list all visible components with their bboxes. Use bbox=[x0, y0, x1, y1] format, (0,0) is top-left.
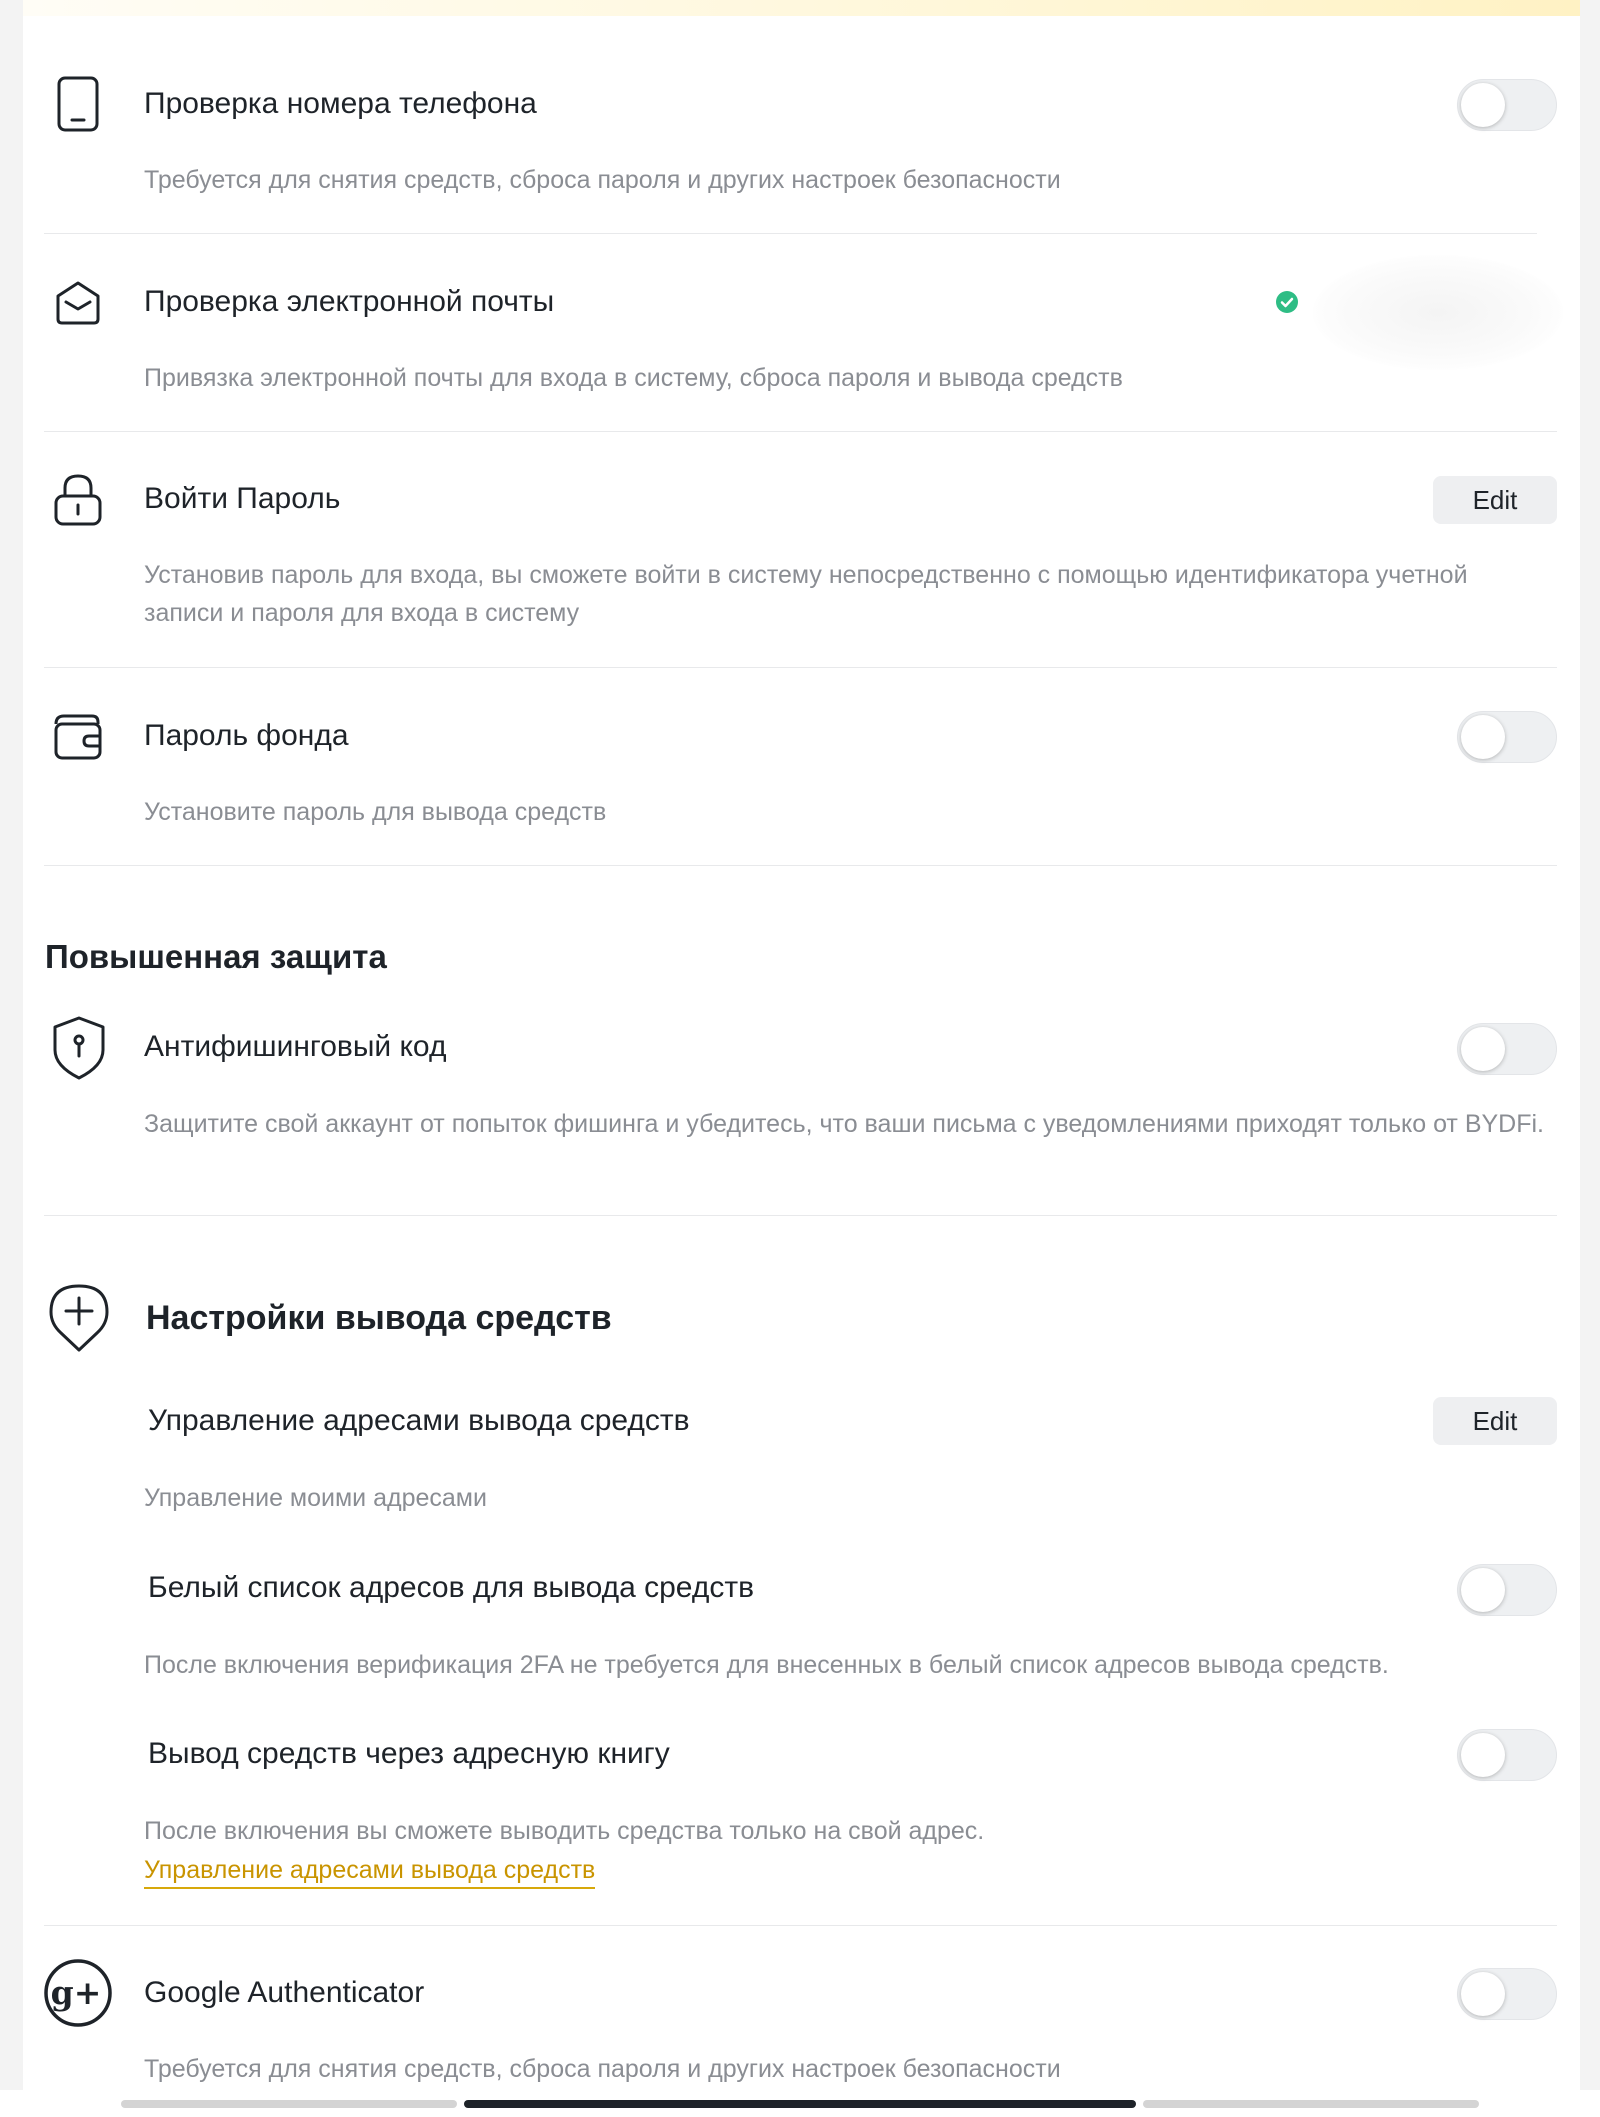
toggle-knob bbox=[1461, 83, 1505, 127]
login-password-title: Войти Пароль bbox=[144, 482, 341, 515]
phone-verification-description: Требуется для снятия средств, сброса пароля и других настроек безопасности bbox=[144, 166, 1061, 194]
svg-text:g+: g+ bbox=[50, 1973, 102, 2012]
wallet-icon bbox=[51, 710, 105, 764]
lock-icon bbox=[52, 472, 104, 528]
login-password-edit-button[interactable]: Edit bbox=[1433, 476, 1557, 524]
scroll-track-left bbox=[121, 2100, 457, 2108]
email-icon bbox=[52, 278, 104, 328]
horizontal-scrollbar-thumb[interactable] bbox=[464, 2100, 1136, 2108]
toggle-knob bbox=[1461, 715, 1505, 759]
masked-email-blur bbox=[1313, 255, 1563, 370]
divider bbox=[44, 431, 1557, 432]
address-book-toggle[interactable] bbox=[1457, 1729, 1557, 1781]
whitelist-title: Белый список адресов для вывода средств bbox=[148, 1571, 755, 1604]
google-authenticator-title: Google Authenticator bbox=[144, 1976, 425, 2009]
phone-icon bbox=[53, 75, 103, 133]
fund-password-description: Установите пароль для вывода средств bbox=[144, 798, 607, 826]
address-management-edit-button[interactable]: Edit bbox=[1433, 1397, 1557, 1445]
divider bbox=[44, 667, 1557, 668]
address-book-title: Вывод средств через адресную книгу bbox=[148, 1737, 670, 1770]
phone-verification-toggle[interactable] bbox=[1457, 79, 1557, 131]
toggle-knob bbox=[1461, 1568, 1505, 1612]
divider bbox=[44, 1925, 1557, 1926]
check-circle-icon bbox=[1275, 290, 1299, 314]
scroll-track-right bbox=[1143, 2100, 1479, 2108]
anti-phishing-toggle[interactable] bbox=[1457, 1023, 1557, 1075]
address-management-link[interactable]: Управление адресами вывода средств bbox=[144, 1853, 595, 1889]
address-book-description: После включения вы сможете выводить средства только на свой адрес. bbox=[144, 1817, 985, 1845]
advanced-protection-heading: Повышенная защита bbox=[45, 938, 387, 975]
bottom-scrollbar-area bbox=[0, 2090, 1600, 2117]
top-banner-strip bbox=[23, 0, 1580, 16]
fund-password-toggle[interactable] bbox=[1457, 711, 1557, 763]
toggle-knob bbox=[1461, 1733, 1505, 1777]
anti-phishing-description: Защитите свой аккаунт от попыток фишинга и убедитесь, что ваши письма с уведомлениями приходят только от BYDFi. bbox=[144, 1110, 1544, 1138]
divider bbox=[44, 865, 1557, 866]
anti-phishing-title: Антифишинговый код bbox=[144, 1030, 447, 1063]
location-plus-icon bbox=[47, 1282, 111, 1354]
email-verification-title: Проверка электронной почты bbox=[144, 285, 555, 318]
withdrawal-settings-heading: Настройки вывода средств bbox=[146, 1299, 612, 1337]
address-management-description: Управление моими адресами bbox=[144, 1484, 487, 1512]
google-plus-icon bbox=[43, 1958, 113, 2028]
email-verification-description: Привязка электронной почты для входа в систему, сброса пароля и вывода средств bbox=[144, 364, 1123, 392]
security-settings-panel bbox=[23, 0, 1580, 2090]
login-password-description: Установив пароль для входа, вы сможете войти в систему непосредственно с помощью идентификатора учетной записи и пароля для входа в систему bbox=[144, 561, 1468, 627]
address-management-title: Управление адресами вывода средств bbox=[148, 1404, 690, 1437]
google-authenticator-toggle[interactable] bbox=[1457, 1968, 1557, 2020]
google-authenticator-description: Требуется для снятия средств, сброса пароля и других настроек безопасности bbox=[144, 2055, 1061, 2083]
whitelist-description: После включения верификация 2FA не требуется для внесенных в белый список адресов вывода средств. bbox=[144, 1651, 1389, 1679]
phone-verification-title: Проверка номера телефона bbox=[144, 87, 537, 120]
whitelist-toggle[interactable] bbox=[1457, 1564, 1557, 1616]
divider bbox=[44, 233, 1537, 234]
divider bbox=[44, 1215, 1557, 1216]
fund-password-title: Пароль фонда bbox=[144, 719, 349, 752]
toggle-knob bbox=[1461, 1027, 1505, 1071]
shield-icon bbox=[50, 1014, 108, 1082]
toggle-knob bbox=[1461, 1972, 1505, 2016]
